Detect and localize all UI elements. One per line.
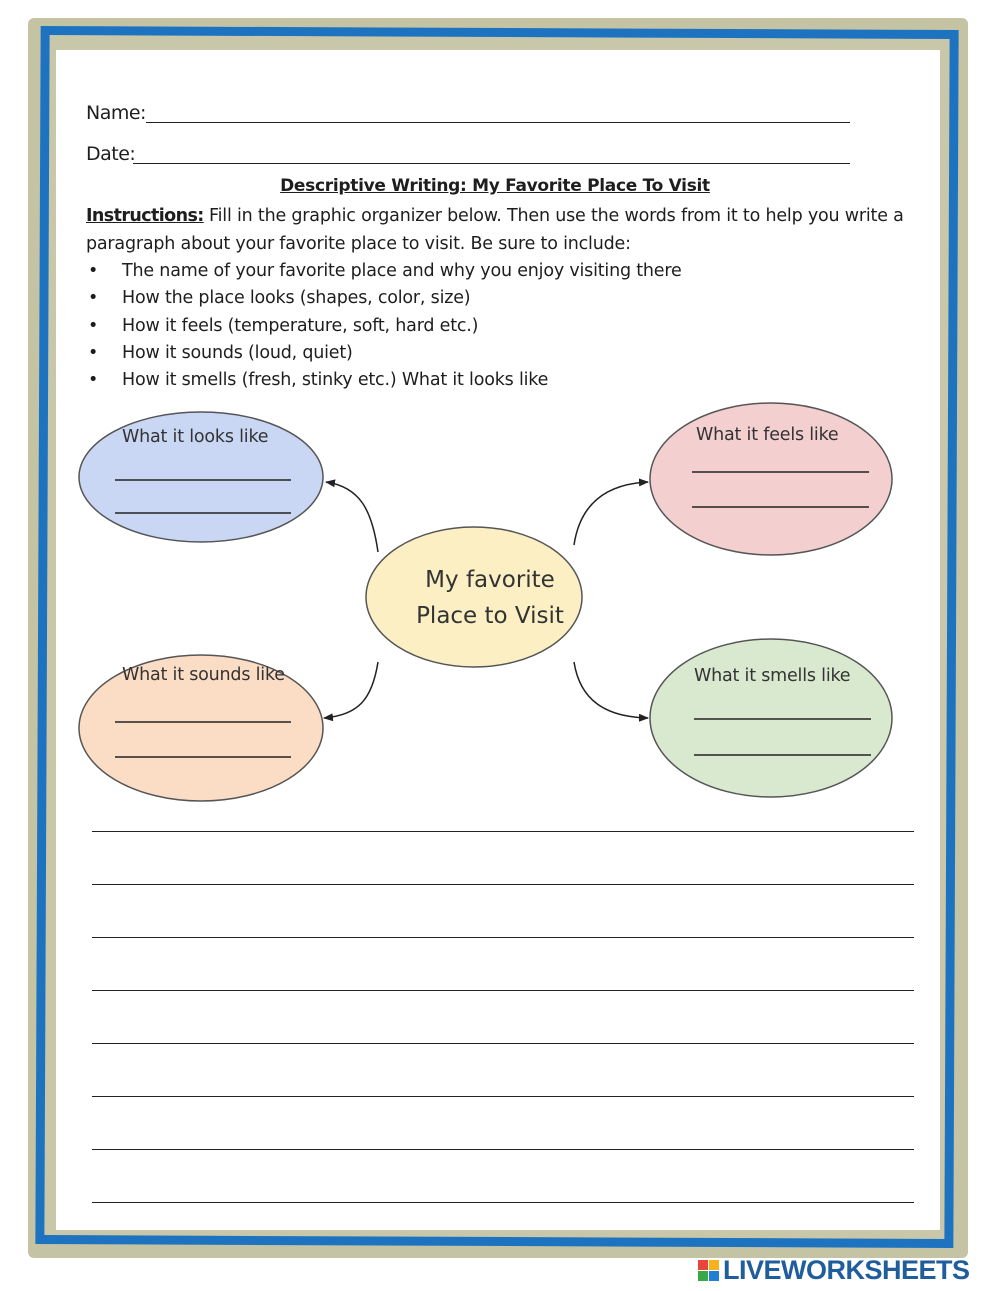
instructions-label: Instructions: (86, 206, 204, 226)
name-label: Name: (86, 102, 146, 124)
feels-label: What it feels like (696, 425, 839, 445)
center-label-line-2: Place to Visit (416, 603, 564, 629)
logo-icon (698, 1260, 719, 1281)
list-item: • The name of your favorite place and why you enjoy visiting there (86, 258, 916, 285)
writing-line[interactable] (92, 990, 914, 991)
arrow-smells (574, 662, 648, 718)
writing-line[interactable] (92, 884, 914, 885)
writing-line[interactable] (92, 1043, 914, 1044)
list-item: • How it feels (temperature, soft, hard etc.) (86, 313, 916, 340)
list-item: • How the place looks (shapes, color, size) (86, 285, 916, 312)
writing-line[interactable] (92, 1096, 914, 1097)
arrow-sounds (324, 662, 378, 718)
writing-line[interactable] (92, 937, 914, 938)
center-label-line-1: My favorite (425, 567, 555, 593)
list-item: • How it smells (fresh, stinky etc.) What it looks like (86, 367, 916, 394)
worksheet-title: Descriptive Writing: My Favorite Place To Visit (280, 176, 710, 196)
writing-line[interactable] (92, 1202, 914, 1203)
center-label (370, 562, 610, 634)
sounds-label: What it sounds like (122, 665, 285, 685)
smells-oval (650, 639, 892, 797)
instructions-text: Fill in the graphic organizer below. Then use the words from it to help you write a paragraph about your favorite place to visit. Be sure to include: (86, 206, 904, 254)
date-label: Date: (86, 143, 136, 165)
arrow-looks (326, 482, 378, 552)
looks-label: What it looks like (122, 427, 269, 447)
arrow-feels (574, 482, 648, 545)
logo-text: LIVEWORKSHEETS (723, 1254, 970, 1285)
writing-line[interactable] (92, 831, 914, 832)
writing-line[interactable] (92, 1149, 914, 1150)
list-item: • How it sounds (loud, quiet) (86, 340, 916, 367)
smells-label: What it smells like (694, 666, 851, 686)
liveworksheets-logo (698, 1255, 970, 1285)
